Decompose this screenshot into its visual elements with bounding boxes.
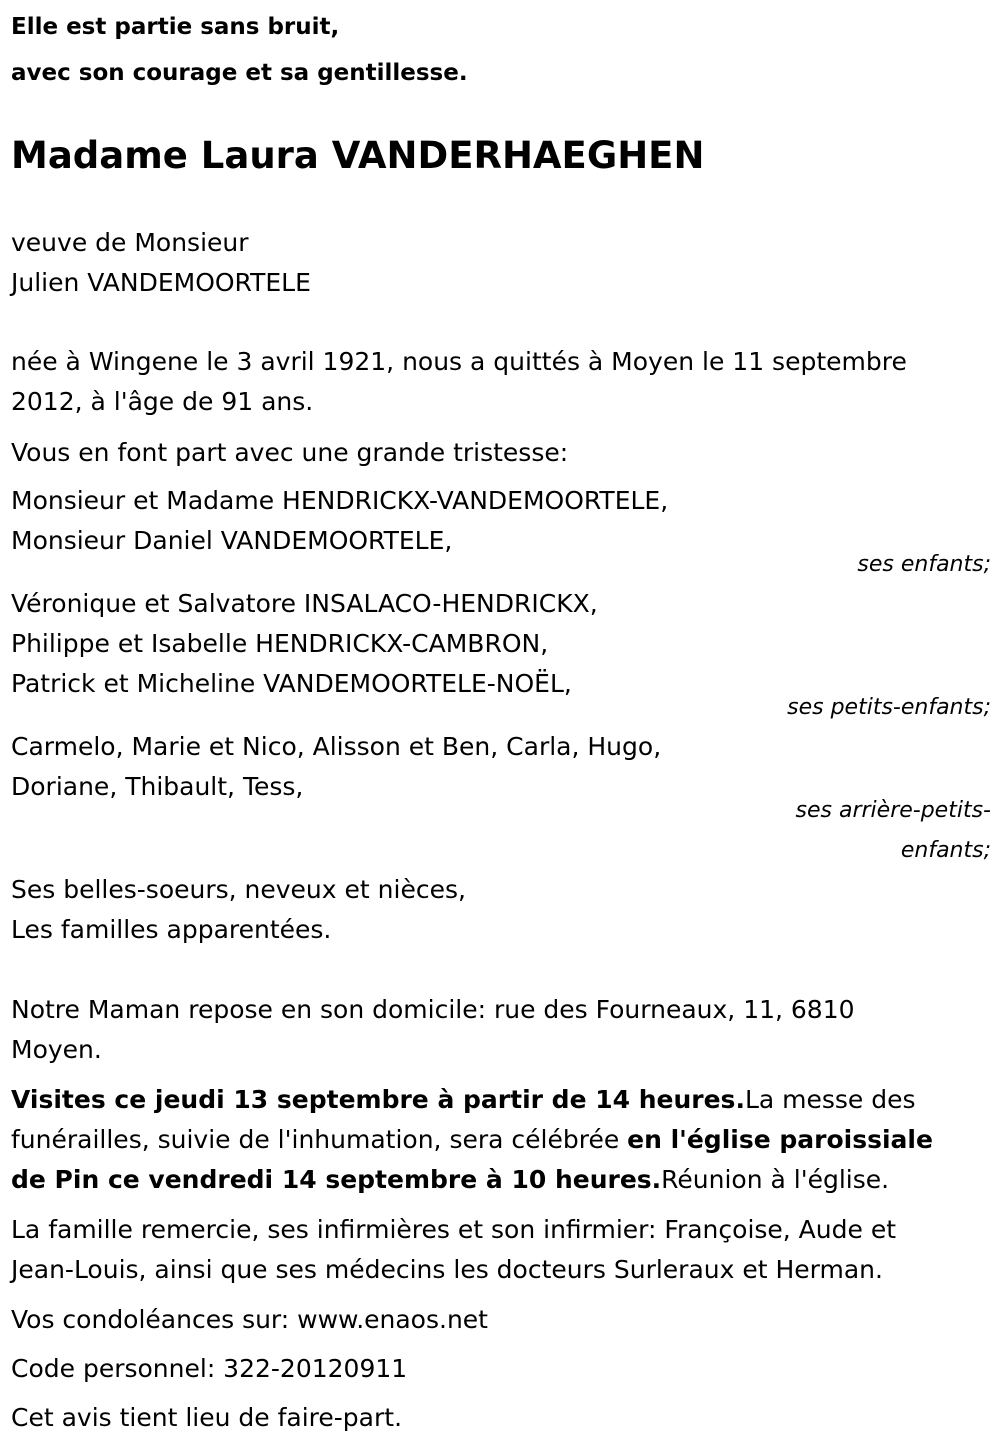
great-grandchildren-role [796, 791, 991, 871]
great-grandchildren-role-line-2: enfants; [900, 838, 991, 863]
condolences-text: Vos condoléances sur: www.enaos.net [11, 1305, 488, 1334]
motto [11, 12, 468, 88]
great-grandchildren-block [11, 727, 661, 807]
great-grandchild-line: Carmelo, Marie et Nico, Alisson et Ben, Carla, Hugo, [11, 732, 662, 761]
grandchild-line: Patrick et Micheline VANDEMOORTELE-NOËL, [11, 669, 572, 698]
thanks-block [11, 1210, 896, 1290]
child-line: Monsieur et Madame HENDRICKX-VANDEMOORTELE, [11, 486, 669, 515]
mass-text-3: Réunion à l'église. [661, 1165, 890, 1194]
grandchild-line: Philippe et Isabelle HENDRICKX-CAMBRON, [11, 629, 549, 658]
birth-death-line-2: 2012, à l'âge de 91 ans. [11, 387, 314, 416]
mass-text-1: La messe des [744, 1085, 916, 1114]
motto-line-1: Elle est partie sans bruit, [11, 14, 340, 40]
visits-text: Visites ce jeudi 13 septembre à partir de 14 heures. [11, 1085, 745, 1114]
rest-line-1: Notre Maman repose en son domicile: rue des Fourneaux, 11, 6810 [11, 995, 855, 1024]
others-block [11, 870, 466, 950]
deceased-name: Madame Laura VANDERHAEGHEN [11, 134, 705, 177]
rest-line-2: Moyen. [11, 1035, 102, 1064]
children-role: ses enfants; [857, 552, 991, 577]
others-line: Ses belles-soeurs, neveux et nièces, [11, 875, 466, 904]
grandchildren-block [11, 584, 598, 704]
child-line: Monsieur Daniel VANDEMOORTELE, [11, 526, 453, 555]
spouse-line-1: veuve de Monsieur [11, 228, 249, 257]
rest-location [11, 990, 855, 1070]
notice-text: Cet avis tient lieu de faire-part. [11, 1403, 403, 1432]
personal-code: Code personnel: 322-20120911 [11, 1354, 408, 1383]
mass-location-2: de Pin ce vendredi 14 septembre à 10 heures. [11, 1165, 662, 1194]
announcement-intro: Vous en font part avec une grande tristesse: [11, 438, 569, 467]
others-line: Les familles apparentées. [11, 915, 332, 944]
motto-line-2: avec son courage et sa gentillesse. [11, 60, 468, 86]
thanks-line-2: Jean-Louis, ainsi que ses médecins les docteurs Surleraux et Herman. [11, 1255, 883, 1284]
children-block [11, 481, 668, 561]
grandchildren-role: ses petits-enfants; [787, 695, 991, 720]
great-grandchild-line: Doriane, Thibault, Tess, [11, 772, 304, 801]
grandchild-line: Véronique et Salvatore INSALACO-HENDRICKX, [11, 589, 598, 618]
birth-death-line-1: née à Wingene le 3 avril 1921, nous a quittés à Moyen le 11 septembre [11, 347, 907, 376]
birth-death-block [11, 342, 907, 422]
spouse-block [11, 223, 311, 303]
funeral-details [11, 1080, 933, 1200]
thanks-line-1: La famille remercie, ses infirmières et son infirmier: Françoise, Aude et [11, 1215, 897, 1244]
spouse-line-2: Julien VANDEMOORTELE [11, 268, 311, 297]
funeral-line-3 [11, 1160, 933, 1200]
funeral-line-2 [11, 1120, 933, 1160]
funeral-line-1 [11, 1080, 933, 1120]
mass-location-1: en l'église paroissiale [627, 1125, 933, 1154]
great-grandchildren-role-line-1: ses arrière-petits- [795, 798, 991, 823]
mass-text-2: funérailles, suivie de l'inhumation, sera célébrée [11, 1125, 628, 1154]
